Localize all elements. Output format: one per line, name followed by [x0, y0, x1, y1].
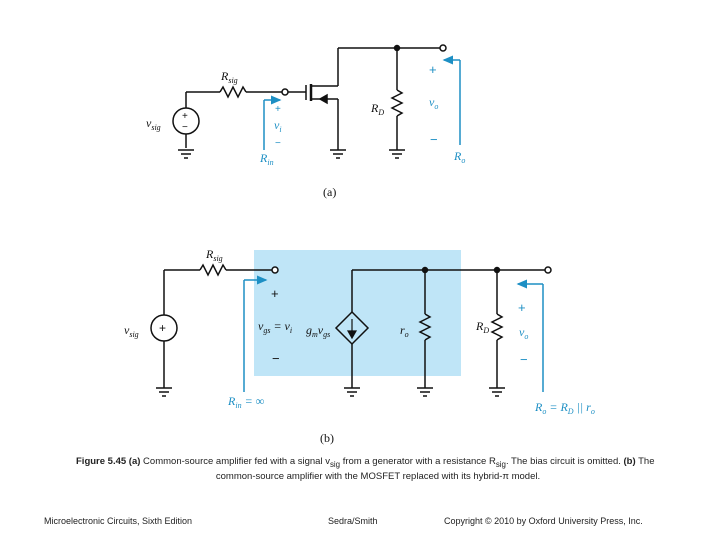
- output-terminal-b: [545, 267, 551, 273]
- caption-line-2: common-source amplifier with the MOSFET replaced with its hybrid-π model.: [215, 470, 541, 482]
- source-minus-a: −: [182, 122, 188, 133]
- label-ro-a: $R_o$: [454, 149, 466, 165]
- source-plus-a: +: [182, 111, 188, 122]
- label-vgs-b: $v_{gs} = v_i$: [258, 319, 293, 335]
- resistor-rsig-a: [220, 87, 246, 97]
- resistor-rsig-b: [200, 265, 226, 275]
- label-vgs-plus-b: +: [271, 286, 279, 301]
- caption-text-3: . The bias circuit is omitted.: [505, 456, 624, 467]
- ro-arrow-a: [444, 60, 460, 145]
- label-rin-b: $R_{in}$ = ∞: [228, 394, 265, 410]
- caption-figure-id: Figure 5.45 (a): [76, 456, 141, 467]
- caption-text-2: from a generator with a resistance R: [340, 456, 496, 467]
- ground-a-1: [178, 150, 194, 158]
- label-vsig-a: $v_{sig}$: [146, 116, 161, 132]
- caption-text-1: Common-source amplifier fed with a signal v: [140, 456, 330, 467]
- figure-a: [173, 45, 446, 158]
- label-vsig-b: $v_{sig}$: [124, 323, 139, 339]
- label-rd-b: $R_D$: [476, 319, 490, 335]
- figure-caption: [76, 456, 680, 483]
- label-rin-a: $R_{in}$: [260, 151, 274, 167]
- hybrid-pi-highlight: [254, 250, 461, 376]
- label-ro-small-b: $r_o$: [400, 323, 409, 339]
- label-rsig-a: $R_{sig}$: [221, 69, 238, 85]
- footer-authors: Sedra/Smith: [328, 516, 378, 526]
- figure-a-label: (a): [323, 185, 337, 199]
- label-vo-b: $v_o$: [519, 325, 529, 341]
- label-gm-vgs: $g_mv_{gs}$: [306, 323, 331, 339]
- source-plus-b: +: [159, 321, 167, 335]
- resistor-rd-b: [492, 314, 502, 340]
- label-vo-minus-a: −: [430, 132, 438, 147]
- ground-b-3: [417, 388, 433, 396]
- ground-b-1: [156, 388, 172, 396]
- ground-b-4: [489, 388, 505, 396]
- label-vi-a: $v_i$: [274, 118, 282, 134]
- caption-text-2-sub: sig: [495, 459, 506, 469]
- input-terminal-a: [282, 89, 288, 95]
- label-vo-plus-b: +: [518, 300, 526, 315]
- label-vgs-minus-b: −: [272, 351, 280, 366]
- footer-copyright: Copyright © 2010 by Oxford University Press, Inc.: [444, 516, 643, 526]
- caption-text-1-sub: sig: [329, 459, 341, 469]
- caption-text-4: The: [635, 456, 655, 467]
- label-vo-a: $v_o$: [429, 95, 439, 111]
- figure-b-label: (b): [320, 431, 334, 445]
- ground-a-3: [389, 150, 405, 158]
- label-vo-plus-a: +: [429, 62, 437, 77]
- caption-figure-b: (b): [623, 456, 636, 467]
- resistor-rd-a: [392, 90, 402, 116]
- input-terminal-b: [272, 267, 278, 273]
- label-ro-big-b: $R_o = R_D$ || $r_o$: [535, 400, 595, 416]
- output-terminal-a: [440, 45, 446, 51]
- label-vi-minus-a: −: [275, 138, 281, 149]
- footer-book-title: Microelectronic Circuits, Sixth Edition: [44, 516, 193, 526]
- ground-b-2: [344, 388, 360, 396]
- label-rsig-b: $R_{sig}$: [206, 247, 223, 263]
- ground-a-2: [330, 150, 346, 158]
- label-vi-plus-a: +: [275, 104, 281, 115]
- label-rd-a: $R_D$: [371, 101, 385, 117]
- label-vo-minus-b: −: [520, 352, 528, 367]
